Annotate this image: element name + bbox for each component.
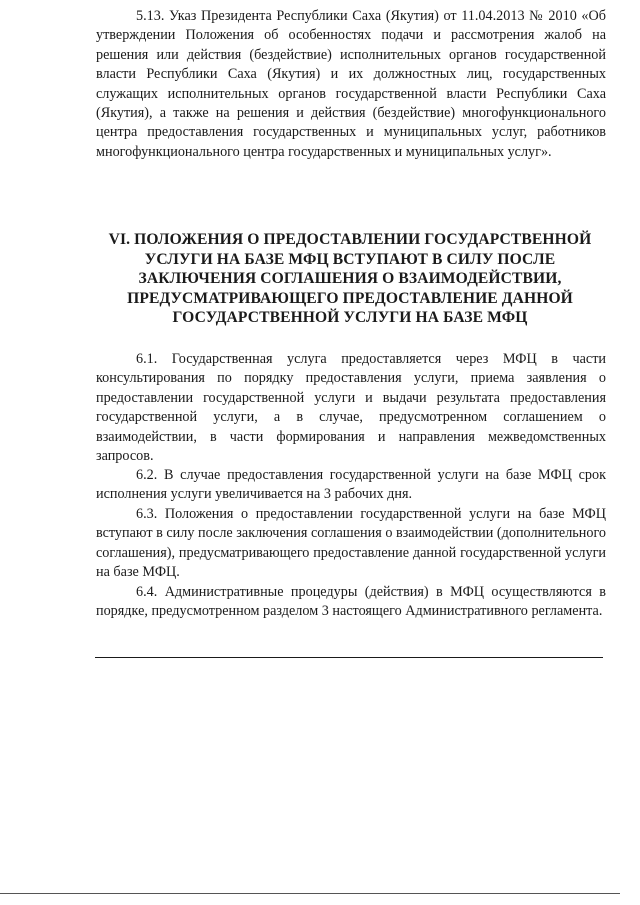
- paragraph-6-1: 6.1. Государственная услуга предоставляется через МФЦ в части консультирования по порядку предоставления услуги, приема заявления о предоставлении государственной услуги и выдачи результата предоставления государственной услуги, а в случае, предусмотренном соглашением о взаимодействии, в части формирования и направления межведомственных запросов.: [96, 351, 606, 465]
- paragraph-6-3: 6.3. Положения о предоставлении государственной услуги на базе МФЦ вступают в силу после заключения соглашения о взаимодействии (дополнительного соглашения), предусматривающего предоставление данной государственной услуги на базе МФЦ.: [96, 506, 606, 581]
- end-of-section-rule: [95, 657, 603, 658]
- paragraph-6-2: 6.2. В случае предоставления государственной услуги на базе МФЦ срок исполнения услуги увеличивается на 3 рабочих дня.: [96, 467, 606, 503]
- page-bottom-rule: [0, 893, 620, 894]
- paragraph-5-13: 5.13. Указ Президента Республики Саха (Якутия) от 11.04.2013 № 2010 «Об утверждении Положения об особенностях подачи и рассмотрения жалоб на решения или действия (бездействие) исполнительных органов государственной власти Республики Саха (Якутия) и их должностных лиц, государственных служащих исполнительных органов государственной власти Республики Саха (Якутия), а также на решения и действия (бездействие) многофункционального центра предоставления государственных и муниципальных услуг, работников многофункционального центра государственных и муниципальных услуг».: [96, 8, 606, 160]
- section-heading: VI. ПОЛОЖЕНИЯ О ПРЕДОСТАВЛЕНИИ ГОСУДАРСТВЕННОЙ УСЛУГИ НА БАЗЕ МФЦ ВСТУПАЮТ В СИЛУ ПОСЛЕ ЗАКЛЮЧЕНИЯ СОГЛАШЕНИЯ О ВЗАИМОДЕЙСТВИИ, ПРЕДУСМАТРИВАЮЩЕГО ПРЕДОСТАВЛЕНИЕ ДАННОЙ ГОСУДАРСТВЕННОЙ УСЛУГИ НА БАЗЕ МФЦ: [108, 231, 592, 326]
- paragraph-6-4: 6.4. Административные процедуры (действия) в МФЦ осуществляются в порядке, предусмотренном разделом 3 настоящего Административного регламента.: [96, 584, 606, 620]
